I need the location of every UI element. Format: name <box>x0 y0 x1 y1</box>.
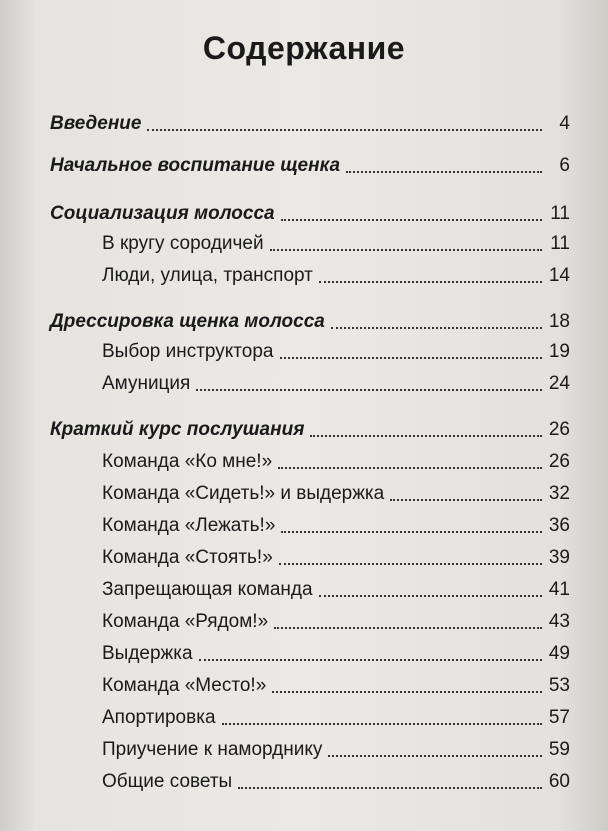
dot-leader <box>270 248 542 251</box>
dot-leader <box>274 626 542 629</box>
toc-entry-label: Выбор инструктора <box>102 341 274 362</box>
toc-entry-page: 49 <box>548 643 570 664</box>
dot-leader <box>279 562 542 565</box>
toc-entry-label: Запрещающая команда <box>102 579 313 600</box>
dot-leader <box>147 128 542 131</box>
toc-entry-page: 60 <box>548 771 570 792</box>
toc-entry-page: 4 <box>559 113 570 134</box>
toc-entry <box>102 542 570 570</box>
toc-entry-label: Амуниция <box>102 373 191 394</box>
dot-leader <box>278 466 542 469</box>
toc-entry-page: 43 <box>548 611 570 632</box>
toc-entry-page: 11 <box>550 203 570 224</box>
toc-entry <box>102 510 570 538</box>
dot-leader <box>272 690 542 693</box>
dot-leader <box>310 434 542 437</box>
toc-entry <box>102 574 570 602</box>
toc-entry-page: 19 <box>548 341 570 362</box>
toc-entry <box>102 670 570 698</box>
page-title: Содержание <box>202 30 406 66</box>
toc-entry-label: Краткий курс послушания <box>50 419 305 440</box>
toc-entry-page: 14 <box>548 265 570 286</box>
toc-entry <box>102 368 570 396</box>
toc-entry-label: Команда «Лежать!» <box>102 515 276 536</box>
dot-leader <box>199 658 542 661</box>
dot-leader <box>238 786 542 789</box>
dot-leader <box>346 170 542 173</box>
toc-entry-page: 36 <box>548 515 570 536</box>
toc-entry <box>50 414 570 442</box>
toc-entry-label: Выдержка <box>102 643 193 664</box>
toc-entry-label: Социализация молосса <box>50 203 275 224</box>
toc-entry-page: 26 <box>548 419 570 440</box>
dot-leader <box>331 326 542 329</box>
toc-entry-page: 41 <box>548 579 570 600</box>
toc-entry-label: Команда «Стоять!» <box>102 547 273 568</box>
dot-leader <box>196 388 542 391</box>
dot-leader <box>280 356 542 359</box>
dot-leader <box>281 218 542 221</box>
toc-entry-page: 26 <box>548 451 570 472</box>
toc-entry-label: Команда «Ко мне!» <box>102 451 273 472</box>
toc-entry <box>102 734 570 762</box>
toc-entry-label: Введение <box>50 113 142 134</box>
toc-entry-page: 32 <box>548 483 570 504</box>
toc-entry <box>102 228 570 256</box>
dot-leader <box>319 594 542 597</box>
toc-entry-page: 53 <box>548 675 570 696</box>
toc-entry <box>102 446 570 474</box>
toc-entry-label: Приучение к наморднику <box>102 739 323 760</box>
toc-entry-label: Команда «Место!» <box>102 675 267 696</box>
toc-entry <box>102 638 570 666</box>
toc-entry-label: Дрессировка щенка молосса <box>50 311 325 332</box>
toc-entry <box>102 702 570 730</box>
toc-entry <box>102 766 570 794</box>
toc-entry-page: 11 <box>550 233 570 254</box>
toc-entry <box>50 198 570 226</box>
toc-entry-page: 18 <box>548 311 570 332</box>
toc-entry-label: Апортировка <box>102 707 216 728</box>
toc-entry-page: 39 <box>548 547 570 568</box>
toc-entry <box>102 260 570 288</box>
dot-leader <box>328 754 542 757</box>
toc-entry-label: Люди, улица, транспорт <box>102 265 313 286</box>
toc-entry-label: В кругу сородичей <box>102 233 264 254</box>
toc-entry <box>102 478 570 506</box>
toc-entry-page: 24 <box>548 373 570 394</box>
toc-entry <box>50 150 570 178</box>
dot-leader <box>390 498 542 501</box>
toc-entry <box>102 336 570 364</box>
toc-entry-label: Команда «Сидеть!» и выдержка <box>102 483 385 504</box>
dot-leader <box>319 280 542 283</box>
toc-entry-label: Общие советы <box>102 771 233 792</box>
toc-entry <box>102 606 570 634</box>
toc-entry <box>50 306 570 334</box>
toc-entry-page: 6 <box>559 155 570 176</box>
dot-leader <box>281 530 542 533</box>
toc-entry <box>50 108 570 136</box>
toc-entry-page: 59 <box>548 739 570 760</box>
dot-leader <box>222 722 542 725</box>
toc-entry-label: Команда «Рядом!» <box>102 611 269 632</box>
toc-entry-label: Начальное воспитание щенка <box>50 155 341 176</box>
toc-entry-page: 57 <box>548 707 570 728</box>
